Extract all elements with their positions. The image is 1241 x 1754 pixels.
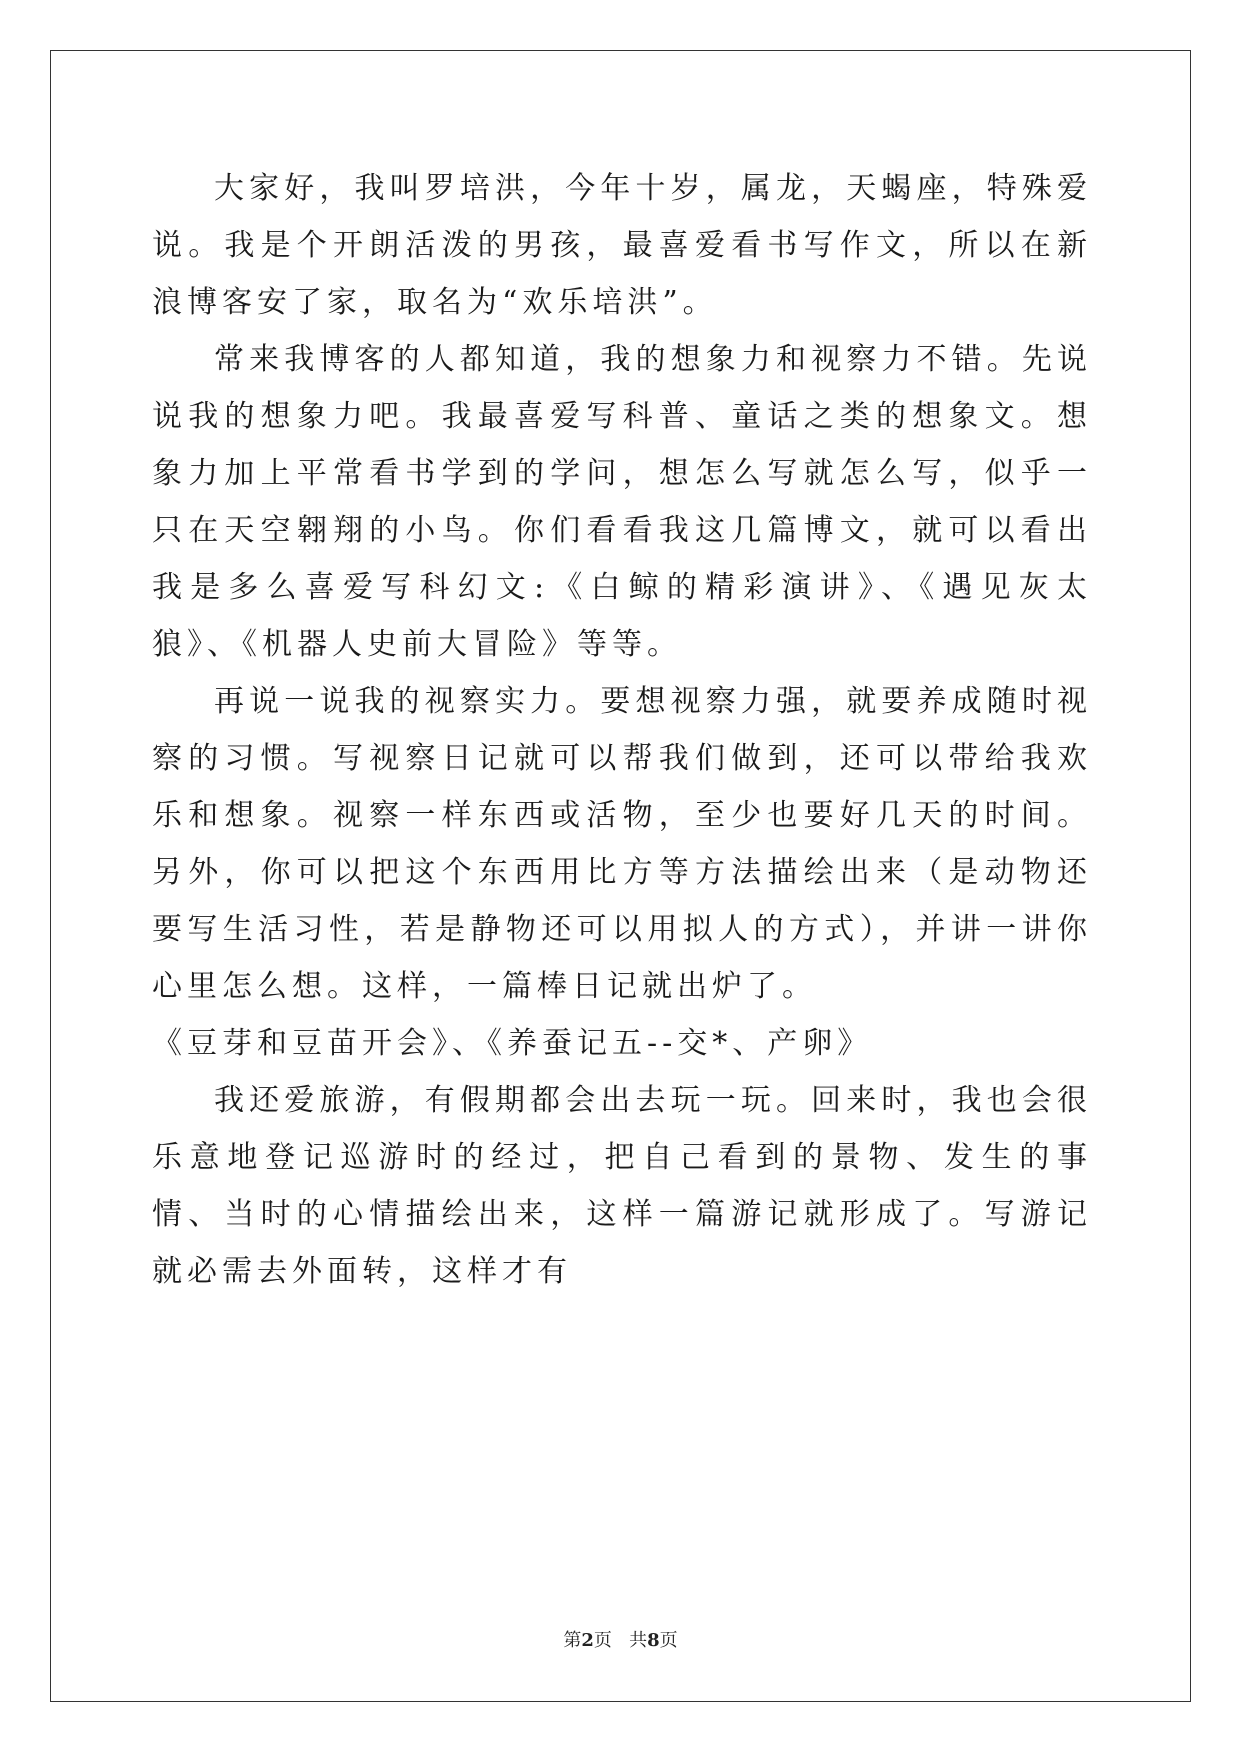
page-footer [0, 1626, 1241, 1652]
paragraph-diary-titles: 《豆芽和豆苗开会》、《养蚕记五--交*、产卵》 [152, 1026, 873, 1061]
footer-page-total: 8 [647, 1630, 660, 1651]
footer-page-current: 2 [581, 1630, 594, 1651]
footer-page-suffix: 页 [593, 1630, 612, 1651]
paragraph-observation: 再说一说我的视察实力。要想视察力强，就要养成随时视察的习惯。写视察日记就可以帮我们做到，还可以带给我欢乐和想象。视察一样东西或活物，至少也要好几天的时间。另外，你可以把这个东西用比方等方法描绘出来（是动物还要写生活习性，若是静物还可以用拟人的方式），并讲一讲你心里怎么想。这样，一篇棒日记就出炉了。 [152, 684, 1092, 1004]
paragraph-travel: 我还爱旅游，有假期都会出去玩一玩。回来时，我也会很乐意地登记巡游时的经过，把自己看到的景物、发生的事情、当时的心情描绘出来，这样一篇游记就形成了。写游记就必需去外面转，这样才有 [152, 1083, 1092, 1289]
footer-page-prefix: 第 [563, 1630, 582, 1651]
paragraph-imagination: 常来我博客的人都知道，我的想象力和视察力不错。先说说我的想象力吧。我最喜爱写科普、童话之类的想象文。想象力加上平常看书学到的学问，想怎么写就怎么写，似乎一只在天空翱翔的小鸟。你们看看我这几篇博文，就可以看出我是多么喜爱写科幻文:《白鲸的精彩演讲》、《遇见灰太狼》、《机器人史前大冒险》等等。 [152, 342, 1092, 662]
footer-total-prefix: 共 [629, 1630, 648, 1651]
footer-total-suffix: 页 [659, 1630, 678, 1651]
paragraph-intro: 大家好，我叫罗培洪，今年十岁，属龙，天蝎座，特殊爱说。我是个开朗活泼的男孩，最喜爱看书写作文，所以在新浪博客安了家，取名为“欢乐培洪”。 [152, 171, 1092, 320]
document-body [152, 160, 1092, 1300]
